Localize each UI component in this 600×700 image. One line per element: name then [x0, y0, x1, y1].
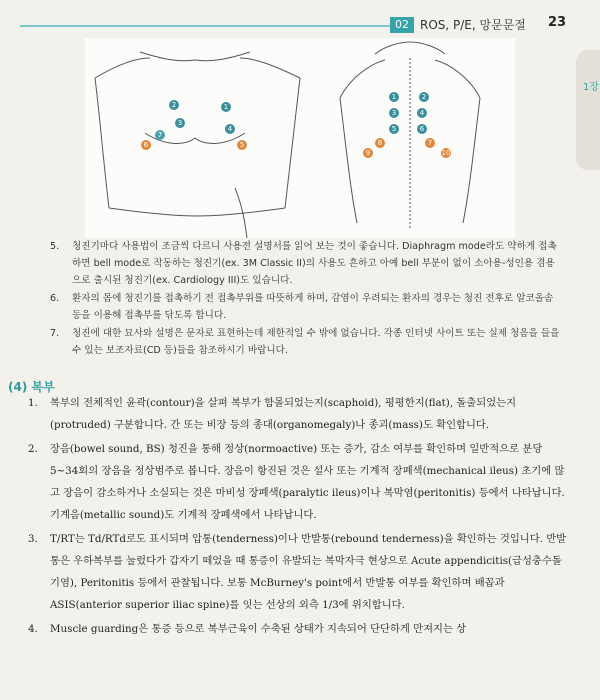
back-marker-3: 3 — [389, 108, 399, 118]
note-number: 6. — [50, 293, 60, 304]
item-number: 3. — [28, 533, 38, 545]
back-marker-1: 1 — [389, 92, 399, 102]
back-marker-8: 8 — [375, 138, 385, 148]
note-number: 7. — [50, 328, 60, 339]
torso-illustration — [85, 38, 515, 238]
back-marker-6: 6 — [417, 124, 427, 134]
back-marker-4: 4 — [417, 108, 427, 118]
back-marker-7: 7 — [425, 138, 435, 148]
note-text: 청진기마다 사용법이 조금씩 다르니 사용전 설명서를 읽어 보는 것이 좋습니다. Diaphragm mode라도 약하게 접촉하면 bell mode로 작동하는 청진기(ex. 3M Classic II)의 사용도 흔하고 아예 bell 부분이 없이 소아용-성인용 겸용으로 출시된 청진기(ex. Cardiology III)도 있습니다. — [72, 241, 557, 286]
list-item — [28, 392, 568, 436]
page-header — [0, 16, 600, 36]
footnotes — [50, 238, 560, 360]
list-item — [28, 528, 568, 616]
front-marker-2: 2 — [169, 100, 179, 110]
running-title: ROS, P/E, 망문문절 — [420, 18, 526, 32]
front-marker-6: 6 — [141, 140, 151, 150]
front-marker-3: 3 — [175, 118, 185, 128]
back-marker-2: 2 — [419, 92, 429, 102]
note-5 — [50, 238, 560, 289]
item-number: 1. — [28, 397, 38, 409]
chapter-side-tab — [576, 50, 600, 170]
front-marker-7: 7 — [155, 130, 165, 140]
front-marker-4: 4 — [225, 124, 235, 134]
header-rule — [20, 25, 390, 27]
list-item — [28, 618, 568, 640]
item-text: 장음(bowel sound, BS) 청진을 통해 정상(normoactive) 또는 증가, 감소 여부를 확인하며 일반적으로 분당 5~34회의 장음을 정상범주로 봅니다. 장음이 항진된 것은 설사 또는 기계적 장폐색(mechanical ileus) 초기에 많고 장음이 감소하거나 소실되는 것은 마비성 장폐색(paralytic ileus)이나 복막염(peritonitis) 등에서 나타납니다. 기계음(metallic sound)도 기계적 장폐색에서 나타납니다. — [50, 443, 565, 521]
item-number: 2. — [28, 443, 38, 455]
page-number: 23 — [548, 15, 567, 30]
item-text: Muscle guarding은 통증 등으로 복부근육이 수축된 상태가 지속되어 단단하게 만져지는 상 — [50, 623, 467, 635]
side-tab-label: 1장 — [583, 82, 600, 93]
item-text: 복부의 전체적인 윤곽(contour)을 살펴 복부가 함몰되었는지(scaphoid), 평평한지(flat), 돌출되었는지(protruded) 구분합니다. 간 또는 비장 등의 종대(organomegaly)나 종괴(mass)도 확인합니다. — [50, 397, 517, 431]
back-marker-9: 9 — [363, 148, 373, 158]
chapter-badge: 02 — [390, 17, 414, 33]
front-marker-1: 1 — [221, 102, 231, 112]
back-marker-10: 10 — [441, 149, 451, 157]
back-marker-5: 5 — [389, 124, 399, 134]
note-number: 5. — [50, 241, 60, 252]
note-6 — [50, 290, 560, 324]
note-text: 환자의 몸에 청진기를 접촉하기 전 접촉부위를 따뜻하게 하며, 감염이 우려되는 환자의 경우는 청진 전후로 알코올솜 등을 이용해 접촉부를 닦도록 합니다. — [72, 293, 554, 321]
note-text: 청진에 대한 묘사와 설명은 문자로 표현하는데 제한적일 수 밖에 없습니다. 각종 인터넷 사이트 또는 실제 청음을 들을 수 있는 보조자료(CD 등)들을 참조하시기 바랍니다. — [72, 328, 560, 356]
front-marker-5: 5 — [237, 140, 247, 150]
auscultation-figure — [85, 38, 515, 238]
item-text: T/RT는 Td/RTd로도 표시되며 압통(tenderness)이나 반발통(rebound tenderness)을 확인하는 것입니다. 반발통은 우하복부를 눌렀다가 갑자기 떼었을 때 통증이 유발되는 복막자극 현상으로 Acute appendicitis(급성충수돌기염), Peritonitis 등에서 관찰됩니다. 보통 McBurney's point에서 반발통 여부를 확인하며 배꼽과 ASIS(anterior superior iliac spine)를 잇는 선상의 외측 1/3에 위치합니다. — [50, 533, 567, 611]
item-number: 4. — [28, 623, 38, 635]
list-item — [28, 438, 568, 526]
note-7 — [50, 325, 560, 359]
abdomen-exam-list — [28, 392, 568, 642]
section-heading: (4) 복부 — [8, 380, 55, 394]
